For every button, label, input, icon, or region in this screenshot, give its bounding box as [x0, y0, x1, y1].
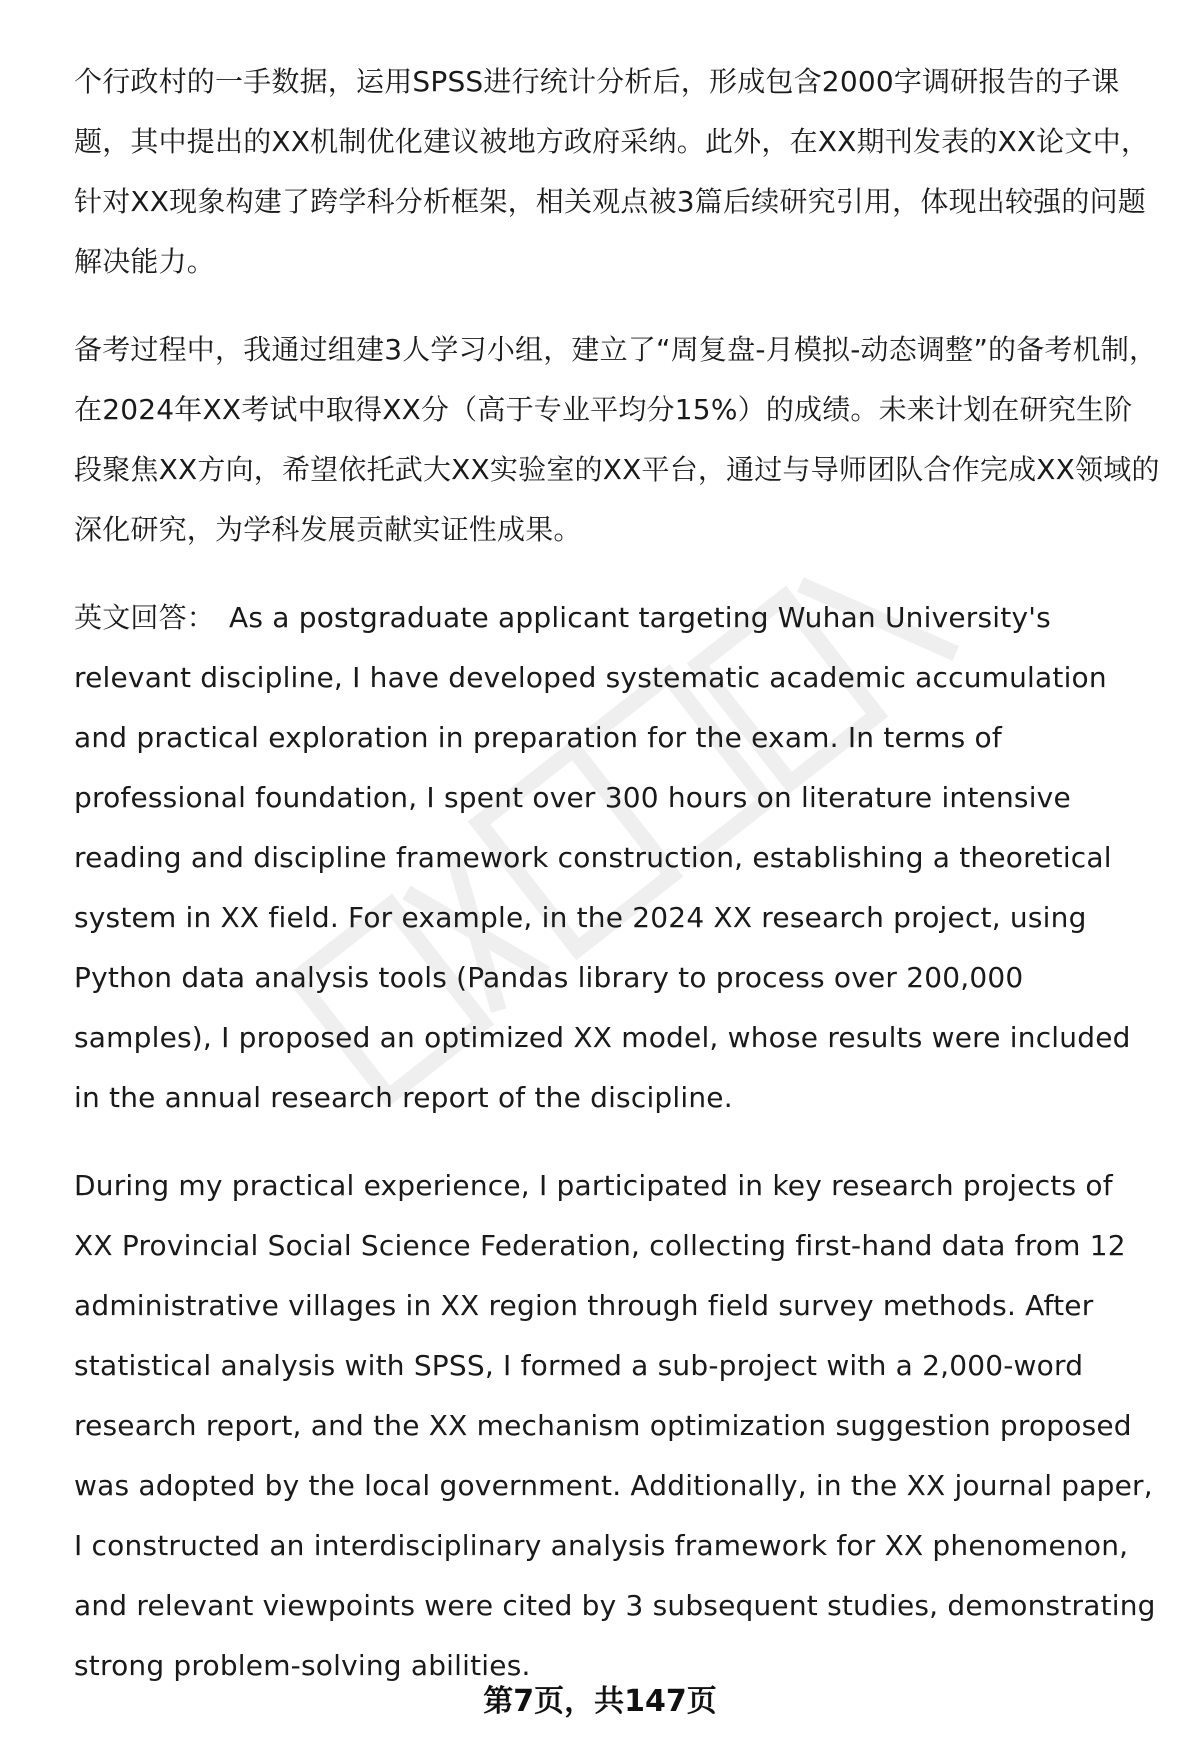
- paragraph-english-1: [74, 588, 1160, 1128]
- paragraph-english-1-text: As a postgraduate applicant targeting Wuhan University's relevant discipline, I have developed systematic academic accumulation and practical exploration in preparation for the exam. In terms of professional foundation, I spent over 300 hours on literature intensive reading and discipline framework construction, establishing a theoretical system in XX field. For example, in the 2024 XX research project, using Python data analysis tools (Pandas library to process over 200,000 samples), I proposed an optimized XX model, whose results were included in the annual research report of the discipline.: [74, 601, 1131, 1114]
- document-page: [74, 52, 1160, 1696]
- page-indicator: 第7页，共147页: [483, 1684, 717, 1719]
- paragraph-chinese-2: 备考过程中，我通过组建3人学习小组，建立了“周复盘-月模拟-动态调整”的备考机制，在2024年XX考试中取得XX分（高于专业平均分15%）的成绩。未来计划在研究生阶段聚焦XX方向，希望依托武大XX实验室的XX平台，通过与导师团队合作完成XX领域的深化研究，为学科发展贡献实证性成果。: [74, 333, 1160, 546]
- english-answer-label: 英文回答：: [74, 601, 216, 634]
- paragraph-english-2: During my practical experience, I participated in key research projects of XX Provincial Social Science Federation, collecting first-hand data from 12 administrative villages in XX region through field survey methods. After statistical analysis with SPSS, I formed a sub-project with a 2,000-word research report, and the XX mechanism optimization suggestion proposed was adopted by the local government. Additionally, in the XX journal paper, I constructed an interdisciplinary analysis framework for XX phenomenon, and relevant viewpoints were cited by 3 subsequent studies, demonstrating strong problem-solving abilities.: [74, 1169, 1156, 1682]
- paragraph-chinese-1: 个行政村的一手数据，运用SPSS进行统计分析后，形成包含2000字调研报告的子课题，其中提出的XX机制优化建议被地方政府采纳。此外，在XX期刊发表的XX论文中，针对XX现象构建了跨学科分析框架，相关观点被3篇后续研究引用，体现出较强的问题解决能力。: [74, 65, 1150, 278]
